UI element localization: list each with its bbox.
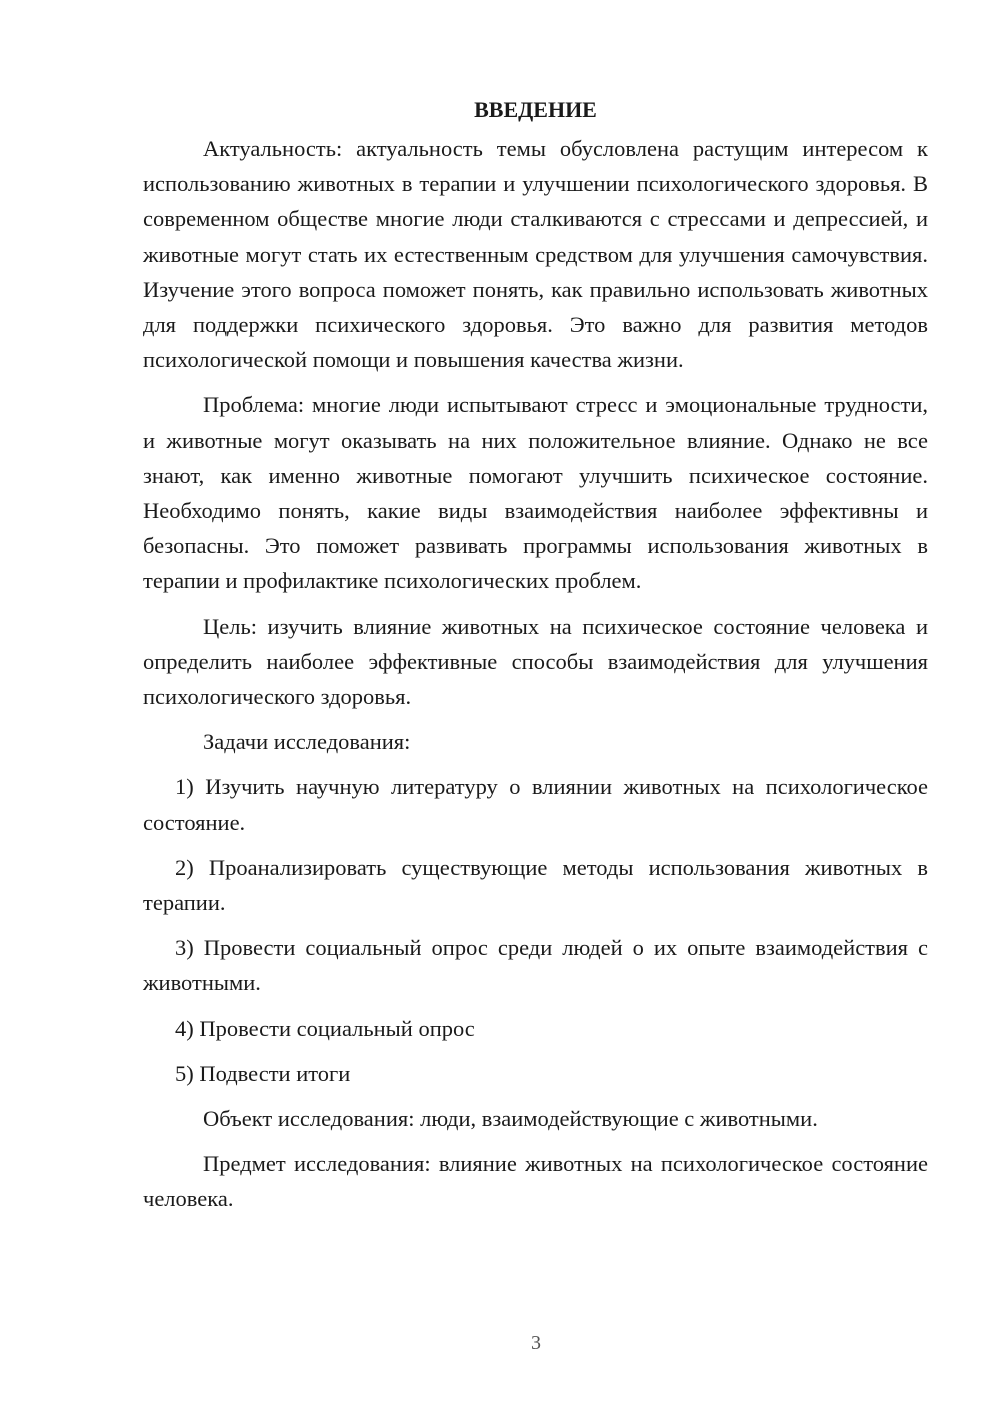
subject-paragraph: Предмет исследования: влияние животных на психологическое состояние человека. (143, 1151, 928, 1212)
page-number: 3 (531, 1332, 541, 1354)
task-item: 3) Провести социальный опрос среди людей о их опыте взаимодействия с животными. (143, 935, 928, 996)
task-item: 5) Подвести итоги (175, 1060, 351, 1086)
document-page (143, 92, 928, 1227)
goal-paragraph: Цель: изучить влияние животных на психическое состояние человека и определить наиболее эффективные способы взаимодействия для улучшения психологического здоровья. (143, 613, 928, 710)
document-title: ВВЕДЕНИЕ (474, 97, 597, 122)
tasks-heading: Задачи исследования: (203, 729, 411, 755)
object-paragraph: Объект исследования: люди, взаимодействующие с животными. (203, 1106, 818, 1132)
relevance-paragraph: Актуальность: актуальность темы обусловлена растущим интересом к использованию животных в терапии и улучшении психологического здоровья. В современном обществе многие люди сталкиваются с стрессами и депрессией, и животные могут стать их естественным средством для улучшения самочувствия. Изучение этого вопроса поможет понять, как правильно использовать животных для поддержки психического здоровья. Это важно для развития методов психологической помощи и повышения качества жизни. (143, 136, 928, 373)
problem-paragraph: Проблема: многие люди испытывают стресс и эмоциональные трудности, и животные могут оказывать на них положительное влияние. Однако не все знают, как именно животные помогают улучшить психическое состояние. Необходимо понять, какие виды взаимодействия наиболее эффективны и безопасны. Это поможет развивать программы использования животных в терапии и профилактике психологических проблем. (143, 392, 928, 594)
task-item: 2) Проанализировать существующие методы использования животных в терапии. (143, 854, 928, 916)
task-item: 4) Провести социальный опрос (175, 1015, 475, 1041)
tasks-list (143, 769, 928, 1091)
task-item: 1) Изучить научную литературу о влиянии животных на психологическое состояние. (143, 774, 928, 835)
